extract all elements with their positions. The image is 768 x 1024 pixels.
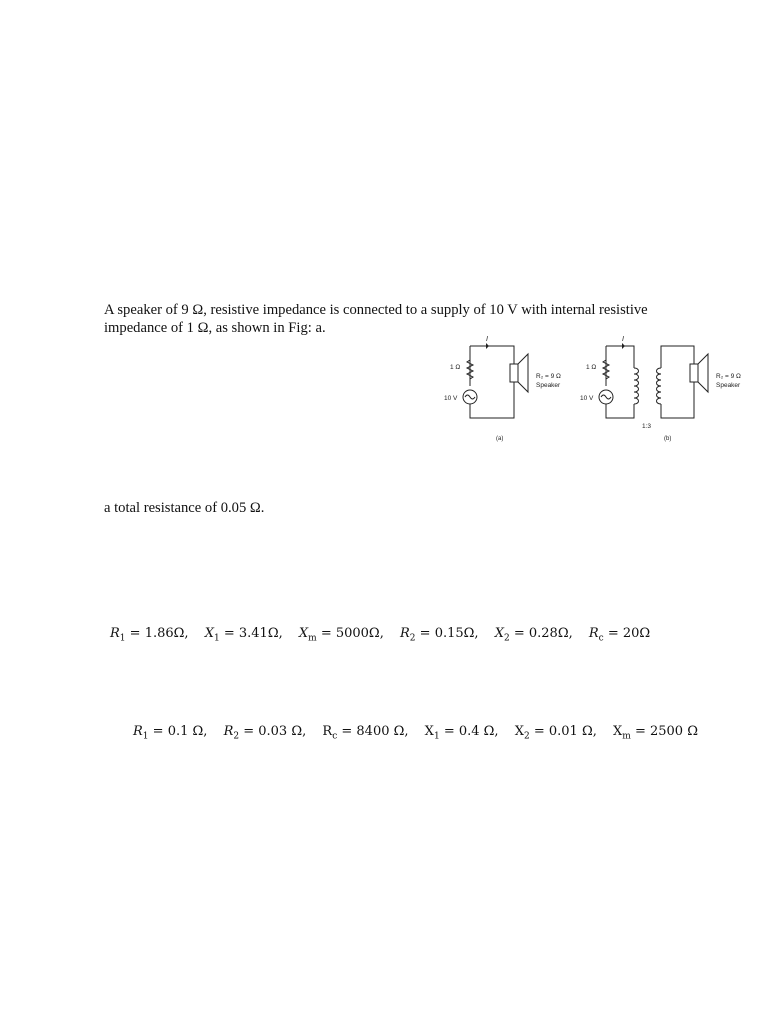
current-label-b: I <box>622 336 624 343</box>
problem-line-2: impedance of 1 Ω, as shown in Fig: a. <box>104 320 326 336</box>
eq1-term: $X_1 = 3.41\Omega$, <box>204 626 283 644</box>
eq2-term: $R_c = 8400$ Ω, <box>322 724 409 742</box>
caption-a: (a) <box>496 436 504 442</box>
caption-b: (b) <box>664 436 672 442</box>
source-voltage-b: 10 V <box>580 395 594 402</box>
source-resistance-a: 1 Ω <box>450 364 461 371</box>
eq2-term: $X_2 = 0.01$ Ω, <box>514 724 597 742</box>
eq1-term: $X_m = 5000\Omega$, <box>298 626 384 644</box>
problem-line-1: A speaker of 9 Ω, resistive impedance is connected to a supply of 10 V with internal resistive <box>104 302 648 318</box>
current-label-a: I <box>486 336 488 343</box>
eq1-term: $R_2 = 0.15\Omega$, <box>400 626 479 644</box>
equation-2 <box>133 724 698 742</box>
turns-ratio-b: 1:3 <box>642 423 652 430</box>
source-resistance-b: 1 Ω <box>586 364 597 371</box>
source-voltage-a: 10 V <box>444 395 458 402</box>
speaker-label-a: Speaker <box>536 382 561 389</box>
load-label-b: R₂ = 9 Ω <box>716 373 741 380</box>
speaker-label-b: Speaker <box>716 382 741 389</box>
circuit-diagram <box>436 336 768 446</box>
eq1-term: $R_1 = 1.86\Omega$, <box>110 626 189 644</box>
eq2-term: $X_m = 2500$ Ω <box>613 724 698 742</box>
eq2-term: $R_1 = 0.1$ Ω, <box>133 724 208 742</box>
problem-statement <box>104 301 704 337</box>
eq2-term: $R_2 = 0.03$ Ω, <box>223 724 307 742</box>
equation-1 <box>110 626 650 644</box>
eq1-term: $R_c = 20\Omega$ <box>588 626 651 644</box>
eq1-term: $X_2 = 0.28\Omega$, <box>494 626 573 644</box>
load-label-a: R₂ = 9 Ω <box>536 373 561 380</box>
eq2-term: $X_1 = 0.4$ Ω, <box>424 724 499 742</box>
resistance-note: a total resistance of 0.05 Ω. <box>104 500 265 516</box>
circuit-figure <box>436 336 768 446</box>
circuit-b <box>599 343 708 418</box>
circuit-a <box>463 343 528 418</box>
